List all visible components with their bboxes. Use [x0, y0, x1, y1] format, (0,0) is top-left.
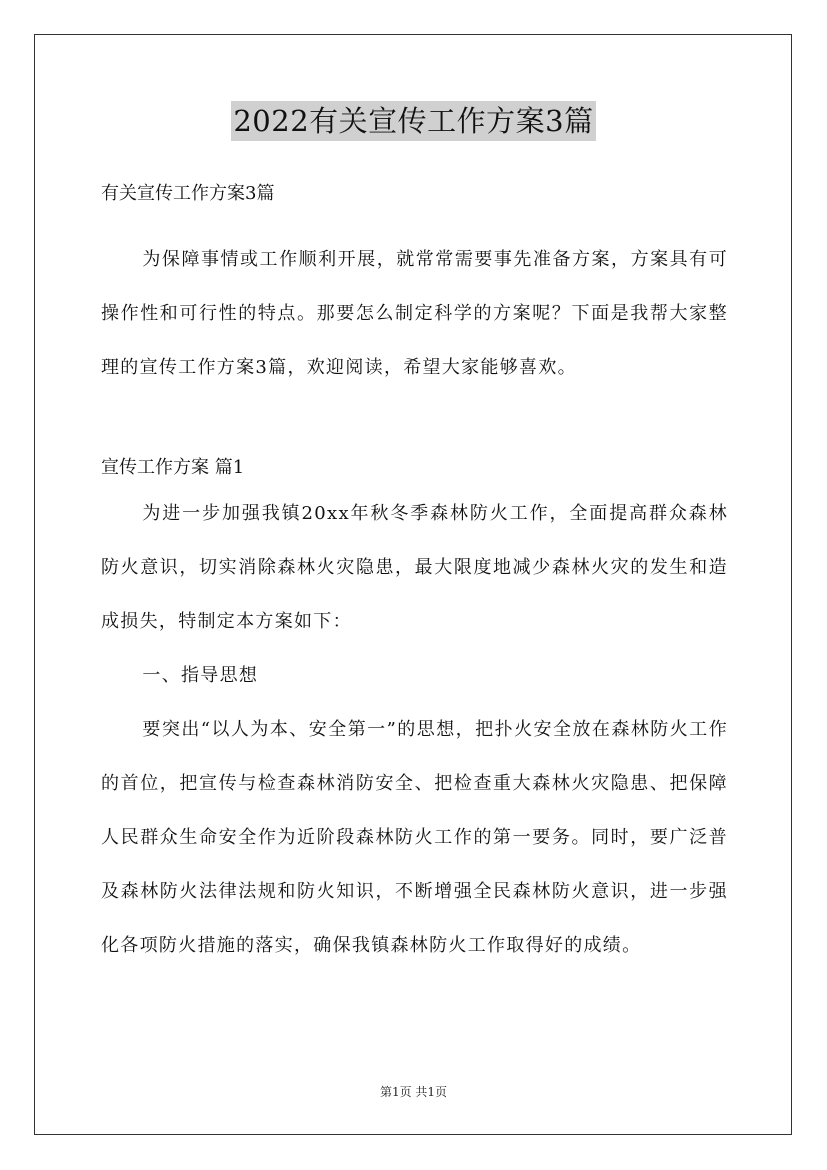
intro-paragraph: 为保障事情或工作顺利开展，就常常需要事先准备方案，方案具有可操作性和可行性的特点。那要怎么制定科学的方案呢？下面是我帮大家整理的宣传工作方案3篇，欢迎阅读，希望大家能够喜欢。	[101, 249, 728, 378]
document-subtitle: 有关宣传工作方案3篇	[101, 183, 275, 204]
section-intro-paragraph: 为进一步加强我镇20xx年秋冬季森林防火工作，全面提高群众森林防火意识，切实消除森林火灾隐患，最大限度地减少森林火灾的发生和造成损失，特制定本方案如下：	[101, 503, 728, 632]
section-title: 宣传工作方案 篇1	[101, 457, 245, 478]
title-area	[0, 101, 827, 141]
document-body	[101, 175, 728, 973]
guideline-paragraph: 要突出“以人为本、安全第一”的思想，把扑火安全放在森林防火工作的首位，把宣传与检查森林消防安全、把检查重大森林火灾隐患、把保障人民群众生命安全作为近阶段森林防火工作的第一要务。同时，要广泛普及森林防火法律法规和防火知识，不断增强全民森林防火意识，进一步强化各项防火措施的落实，确保我镇森林防火工作取得好的成绩。	[101, 719, 728, 956]
page-footer: 第1页 共1页	[379, 1085, 448, 1099]
section-heading: 一、指导思想	[142, 665, 259, 686]
document-title: 2022有关宣传工作方案3篇	[231, 101, 595, 141]
